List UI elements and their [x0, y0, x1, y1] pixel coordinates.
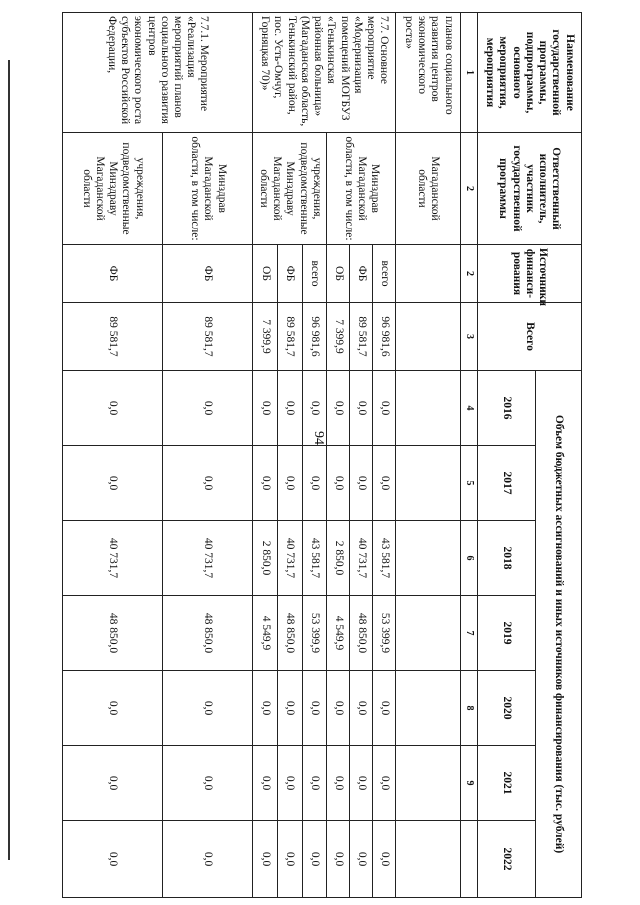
value-cell: 0,0 [277, 446, 302, 521]
value-cell: 0,0 [327, 746, 350, 821]
value-cell: 40 731,7 [277, 521, 302, 596]
header-name: Наименование государственной программы, подпрограммы, основного мероприятия, мероприятия [477, 13, 581, 133]
index-cell: 6 [460, 521, 477, 596]
value-cell: 2 850,0 [327, 521, 350, 596]
value-cell: 7 399,9 [253, 303, 278, 371]
row-name: планов социального развития центров экономического роста» [396, 13, 461, 133]
value-cell: 0,0 [63, 746, 163, 821]
value-cell: 48 850,0 [350, 596, 373, 671]
row-source: ФБ [63, 245, 163, 303]
row-source: ОБ [253, 245, 278, 303]
row-source: ФБ [350, 245, 373, 303]
value-cell: 48 850,0 [63, 596, 163, 671]
value-cell: 53 399,9 [302, 596, 327, 671]
value-cell: 0,0 [277, 821, 302, 898]
header-executor: Ответственный исполнитель, участник государственной программы [477, 133, 581, 245]
value-cell: 4 549,9 [327, 596, 350, 671]
value-cell: 0,0 [163, 446, 253, 521]
value-cell: 0,0 [350, 371, 373, 446]
value-cell: 0,0 [373, 671, 396, 746]
header-year: 2020 [477, 671, 535, 746]
index-cell: 4 [460, 371, 477, 446]
value-cell: 40 731,7 [63, 521, 163, 596]
table-row [373, 13, 396, 898]
index-cell: 9 [460, 746, 477, 821]
value-cell: 0,0 [373, 746, 396, 821]
value-cell: 48 850,0 [277, 596, 302, 671]
table-row [396, 13, 461, 898]
rotated-table-wrapper [62, 12, 582, 897]
row-executor: учреждения, подведомственные Минздраву Магаданской области [63, 133, 163, 245]
header-year: 2019 [477, 596, 535, 671]
value-cell: 0,0 [277, 746, 302, 821]
value-cell: 0,0 [302, 746, 327, 821]
value-cell: 0,0 [373, 821, 396, 898]
header-source: Источники финанси- рования [477, 245, 581, 303]
value-cell: 89 581,7 [163, 303, 253, 371]
table-row [302, 13, 327, 898]
header-year: 2021 [477, 746, 535, 821]
value-cell: 0,0 [63, 371, 163, 446]
value-cell: 0,0 [253, 746, 278, 821]
table-row [163, 13, 253, 898]
value-cell: 0,0 [253, 671, 278, 746]
row-name: 7.7. Основное мероприятие «Модернизация помещений МОГБУЗ «Тенькинская районная больница» (Магаданская область, Тенькинский район, пос. Усть-Омчуг, Горняцкая 70)» [253, 13, 396, 133]
value-cell: 0,0 [63, 671, 163, 746]
header-year: 2017 [477, 446, 535, 521]
value-cell: 89 581,7 [277, 303, 302, 371]
value-cell: 0,0 [302, 671, 327, 746]
index-cell: 8 [460, 671, 477, 746]
value-cell: 7 399,9 [327, 303, 350, 371]
value-cell: 89 581,7 [63, 303, 163, 371]
value-cell: 0,0 [253, 371, 278, 446]
value-cell: 0,0 [277, 371, 302, 446]
value-cell: 0,0 [277, 671, 302, 746]
index-cell: 5 [460, 446, 477, 521]
row-source: ОБ [327, 245, 350, 303]
value-cell: 0,0 [350, 746, 373, 821]
value-cell: 0,0 [163, 371, 253, 446]
row-source: ФБ [163, 245, 253, 303]
value-cell: 0,0 [302, 371, 327, 446]
index-cell: 2 [460, 133, 477, 245]
value-cell: 0,0 [253, 446, 278, 521]
value-cell: 43 581,7 [302, 521, 327, 596]
value-cell: 0,0 [327, 821, 350, 898]
value-cell: 43 581,7 [373, 521, 396, 596]
header-year: 2016 [477, 371, 535, 446]
value-cell: 96 981,6 [302, 303, 327, 371]
value-cell: 96 981,6 [373, 303, 396, 371]
value-cell: 0,0 [253, 821, 278, 898]
table-row [63, 13, 163, 898]
value-cell: 89 581,7 [350, 303, 373, 371]
page-number: 94 [311, 431, 326, 445]
index-cell [460, 821, 477, 898]
value-cell: 4 549,9 [253, 596, 278, 671]
index-cell: 2 [460, 245, 477, 303]
value-cell: 0,0 [63, 446, 163, 521]
value-cell: 0,0 [302, 821, 327, 898]
value-cell: 0,0 [63, 821, 163, 898]
value-cell: 0,0 [350, 671, 373, 746]
header-funding-group: Объем бюджетных ассигнований и иных источников финансирования (тыс. рублей) [536, 371, 582, 898]
value-cell: 0,0 [163, 671, 253, 746]
value-cell: 53 399,9 [373, 596, 396, 671]
value-cell: 0,0 [163, 821, 253, 898]
page-edge-line [8, 60, 28, 860]
row-executor: Магаданской области [396, 133, 461, 245]
value-cell: 0,0 [327, 371, 350, 446]
funding-table [62, 12, 582, 898]
value-cell: 40 731,7 [163, 521, 253, 596]
header-year: 2022 [477, 821, 535, 898]
value-cell: 0,0 [350, 821, 373, 898]
header-total: Всего [477, 303, 581, 371]
value-cell: 0,0 [350, 446, 373, 521]
value-cell: 0,0 [327, 671, 350, 746]
value-cell: 48 850,0 [163, 596, 253, 671]
row-executor: Минздрав Магаданской области, в том числе: [327, 133, 396, 245]
index-cell: 1 [460, 13, 477, 133]
value-cell: 2 850,0 [253, 521, 278, 596]
value-cell: 0,0 [373, 371, 396, 446]
row-source: всего [373, 245, 396, 303]
index-cell: 3 [460, 303, 477, 371]
value-cell: 0,0 [373, 446, 396, 521]
row-executor: учреждения, подведомственные Минздраву Магаданской области [253, 133, 327, 245]
row-name: 7.7.1. Мероприятие «Реализация мероприятий планов социального развития центров экономического роста субъектов Российской Федерации, [63, 13, 253, 133]
index-cell: 7 [460, 596, 477, 671]
value-cell: 40 731,7 [350, 521, 373, 596]
row-executor: Минздрав Магаданской области, в том числе: [163, 133, 253, 245]
value-cell: 0,0 [327, 446, 350, 521]
row-source: ФБ [277, 245, 302, 303]
header-year: 2018 [477, 521, 535, 596]
row-source: всего [302, 245, 327, 303]
value-cell: 0,0 [163, 746, 253, 821]
value-cell: 0,0 [302, 446, 327, 521]
